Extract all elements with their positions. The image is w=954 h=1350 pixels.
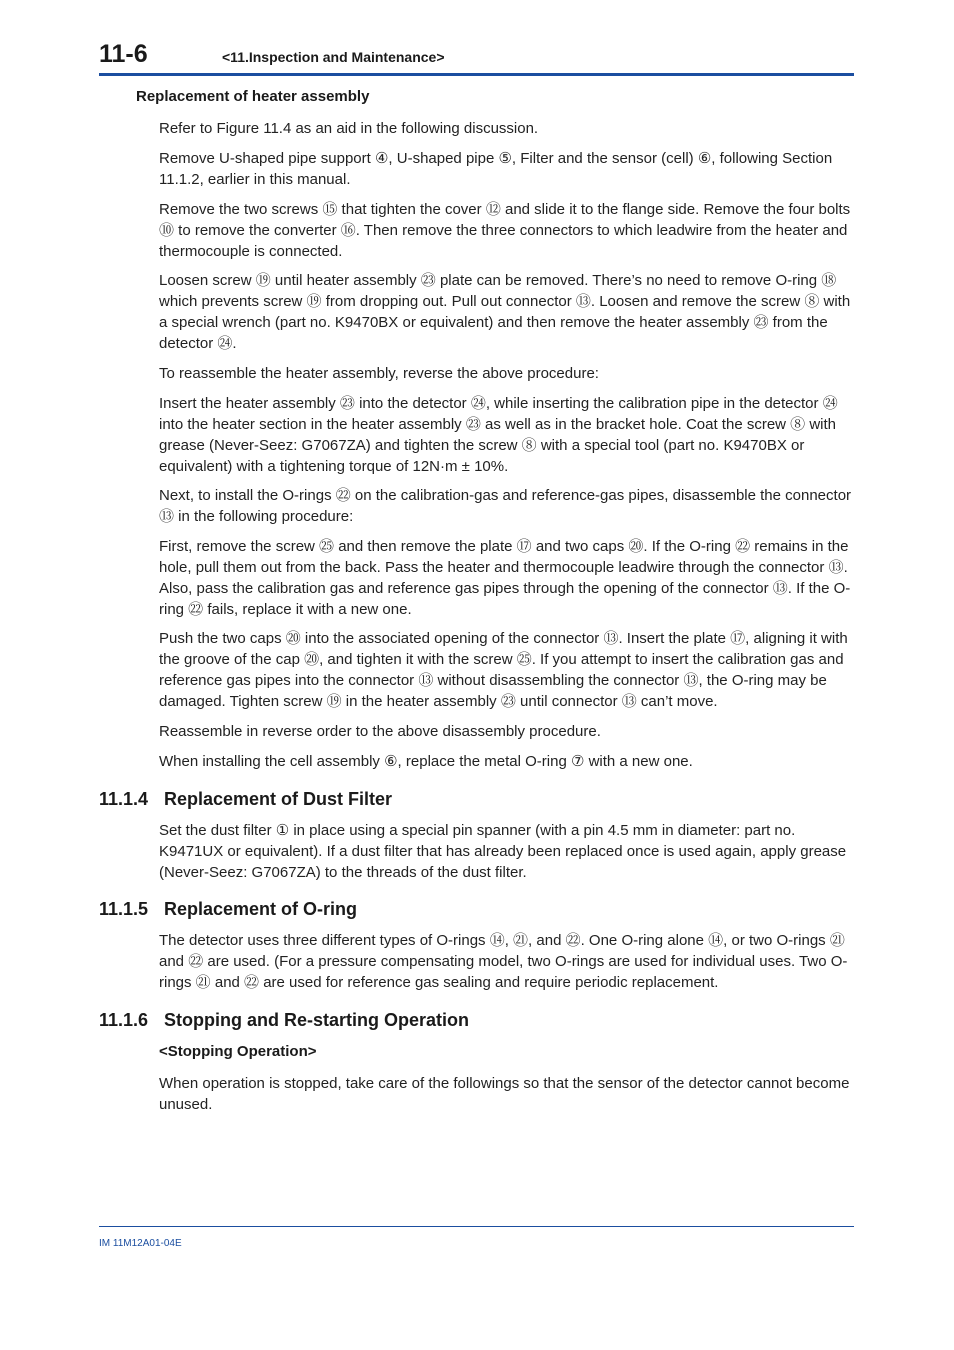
heater-para-8: First, remove the screw ㉕ and then remove the plate ⑰ and two caps ⑳. If the O-ring ㉒ remains in the hole, pull them out from the back. Pass the heater and thermocouple leadwire through the connector ⑬. Also, pass the calibration gas and reference gas pipes through the opening of the connector ⑬. If the O-ring ㉒ fails, replace it with a new one. [159, 538, 851, 618]
section-title: Stopping and Re-starting Operation [164, 1010, 469, 1030]
heater-para-7: Next, to install the O-rings ㉒ on the calibration-gas and reference-gas pipes, disassemble the connector ⑬ in the following procedure: [159, 487, 852, 525]
section-text-11-1-5: The detector uses three different types of O-rings ⑭, ㉑, and ㉒. One O-ring alone ⑭, or two O-rings ㉑ and ㉒ are used. (For a pressure compensating model, two O-rings are used for individual uses. Two O-rings ㉑ and ㉒ are used for reference gas sealing and require periodic replacement. [159, 932, 848, 991]
section-number: 11.1.4 [99, 789, 149, 809]
heater-para-4: Loosen screw ⑲ until heater assembly ㉓ plate can be removed. There’s no need to remove O-ring ⑱ which prevents screw ⑲ from dropping out. Pull out connector ⑬. Loosen and remove the screw ⑧ with a special wrench (part no. K9470BX or equivalent) and then remove the heater assembly ㉓ from the detector ㉔. [159, 272, 851, 352]
section-number: 11.1.6 [99, 1010, 149, 1030]
heater-para-1: Refer to Figure 11.4 as an aid in the following discussion. [159, 120, 539, 137]
section-number: 11.1.5 [99, 899, 149, 919]
chapter-title: <11.Inspection and Maintenance> [222, 49, 445, 65]
header-rule [99, 73, 854, 76]
heater-para-9: Push the two caps ⑳ into the associated opening of the connector ⑬. Insert the plate ⑰, aligning it with the groove of the cap ⑳, and tighten it with the screw ㉕. If you attempt to insert the calibration gas and reference gas pipes into the connector ⑬ without disassembling the connector ⑬, the O-ring may be damaged. Tighten screw ⑲ in the heater assembly ㉓ until connector ⑬ can’t move. [159, 630, 848, 710]
section-text-11-1-4: Set the dust filter ① in place using a special pin spanner (with a pin 4.5 mm in diameter: part no. K9471UX or equivalent). If a dust filter that has already been replaced once is used again, apply grease (Never-Seez: G7067ZA) to the threads of the dust filter. [159, 822, 847, 881]
heater-para-2: Remove U-shaped pipe support ④, U-shaped pipe ⑤, Filter and the sensor (cell) ⑥, following Section 11.1.2, earlier in this manual. [159, 150, 833, 188]
section-heading-11-1-6 [99, 1010, 469, 1031]
footer-rule [99, 1226, 854, 1227]
document-id: IM 11M12A01-04E [99, 1238, 182, 1249]
heater-para-10: Reassemble in reverse order to the above disassembly procedure. [159, 723, 601, 740]
section-heading-11-1-4 [99, 789, 392, 810]
section-text-11-1-6: When operation is stopped, take care of the followings so that the sensor of the detector cannot become unused. [159, 1075, 850, 1113]
section-heading-11-1-5 [99, 899, 357, 920]
section-title: Replacement of Dust Filter [164, 789, 393, 809]
heater-para-6: Insert the heater assembly ㉓ into the detector ㉔, while inserting the calibration pipe in the detector ㉔ into the heater section in the heater assembly ㉓ as well as in the bracket hole. Coat the screw ⑧ with grease (Never-Seez: G7067ZA) and tighten the screw ⑧ with a special tool (part no. K9470BX or equivalent) with a tightening torque of 12N·m ± 10%. [159, 395, 838, 475]
heater-para-11: When installing the cell assembly ⑥, replace the metal O-ring ⑦ with a new one. [159, 753, 693, 770]
heater-heading: Replacement of heater assembly [136, 88, 370, 105]
heater-para-5: To reassemble the heater assembly, reverse the above procedure: [159, 365, 599, 382]
page-number: 11-6 [99, 40, 148, 68]
stopping-operation-heading: <Stopping Operation> [159, 1043, 317, 1060]
heater-para-3: Remove the two screws ⑮ that tighten the cover ⑫ and slide it to the flange side. Remove the four bolts ⑩ to remove the converter ⑯. Then remove the three connectors to which leadwire from the heater and thermocouple is connected. [159, 201, 851, 260]
section-title: Replacement of O-ring [164, 899, 358, 919]
